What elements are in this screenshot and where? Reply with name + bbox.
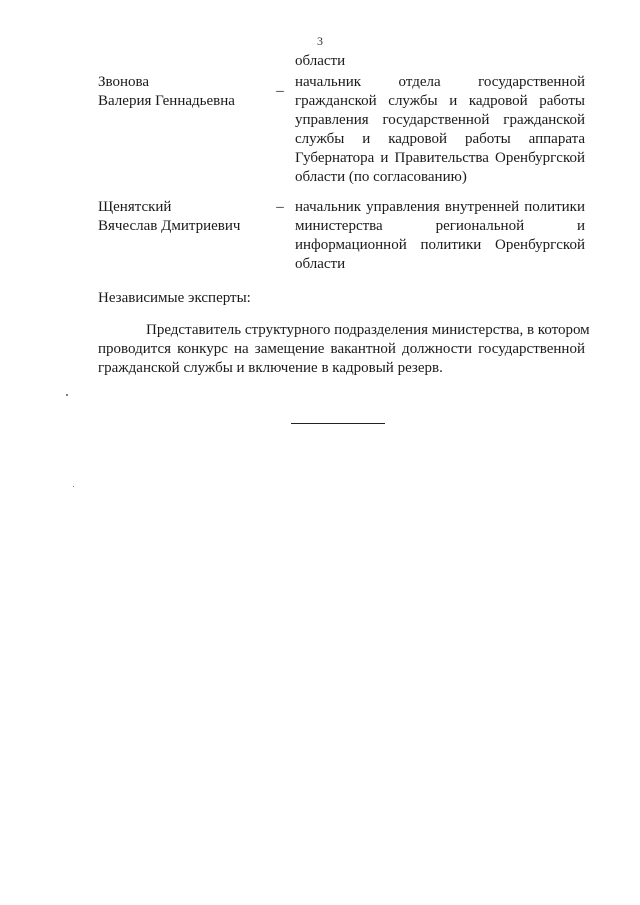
member-surname: Звонова (98, 74, 150, 90)
position-line: начальник отдела государственной (295, 74, 585, 90)
experts-paragraph (98, 321, 590, 378)
member-dash: – (276, 83, 284, 99)
position-line: области (295, 256, 346, 272)
continuation-line: области (295, 53, 346, 69)
position-line: гражданской службы и кадровой работы (295, 93, 585, 109)
page-number: 3 (317, 34, 323, 48)
member-dash: – (276, 199, 284, 215)
member-name-zvonova (98, 73, 278, 111)
member-surname: Щенятский (98, 199, 172, 215)
position-line: управления государственной гражданской (295, 112, 585, 128)
paragraph-line: Представитель структурного подразделения министерства, в котором (146, 322, 590, 338)
position-line: области (по согласованию) (295, 169, 467, 185)
paragraph-line: гражданской службы и включение в кадровый резерв. (98, 360, 443, 376)
closing-rule (291, 423, 385, 424)
position-line: Губернатора и Правительства Оренбургской (295, 150, 585, 166)
position-line: службы и кадровой работы аппарата (295, 131, 585, 147)
scan-speck (73, 486, 74, 487)
member-given-names: Вячеслав Дмитриевич (98, 218, 241, 234)
member-given-names: Валерия Геннадьевна (98, 93, 235, 109)
member-position-zvonova (295, 73, 585, 187)
scan-speck (66, 394, 68, 396)
paragraph-line: проводится конкурс на замещение вакантной должности государственной (98, 341, 585, 357)
position-line: информационной политики Оренбургской (295, 237, 585, 253)
position-line: начальник управления внутренней политики (295, 199, 585, 215)
member-position-shchenyatsky (295, 198, 585, 274)
member-name-shchenyatsky (98, 198, 278, 236)
position-line: министерства региональной и (295, 218, 585, 234)
experts-heading: Независимые эксперты: (98, 290, 251, 306)
